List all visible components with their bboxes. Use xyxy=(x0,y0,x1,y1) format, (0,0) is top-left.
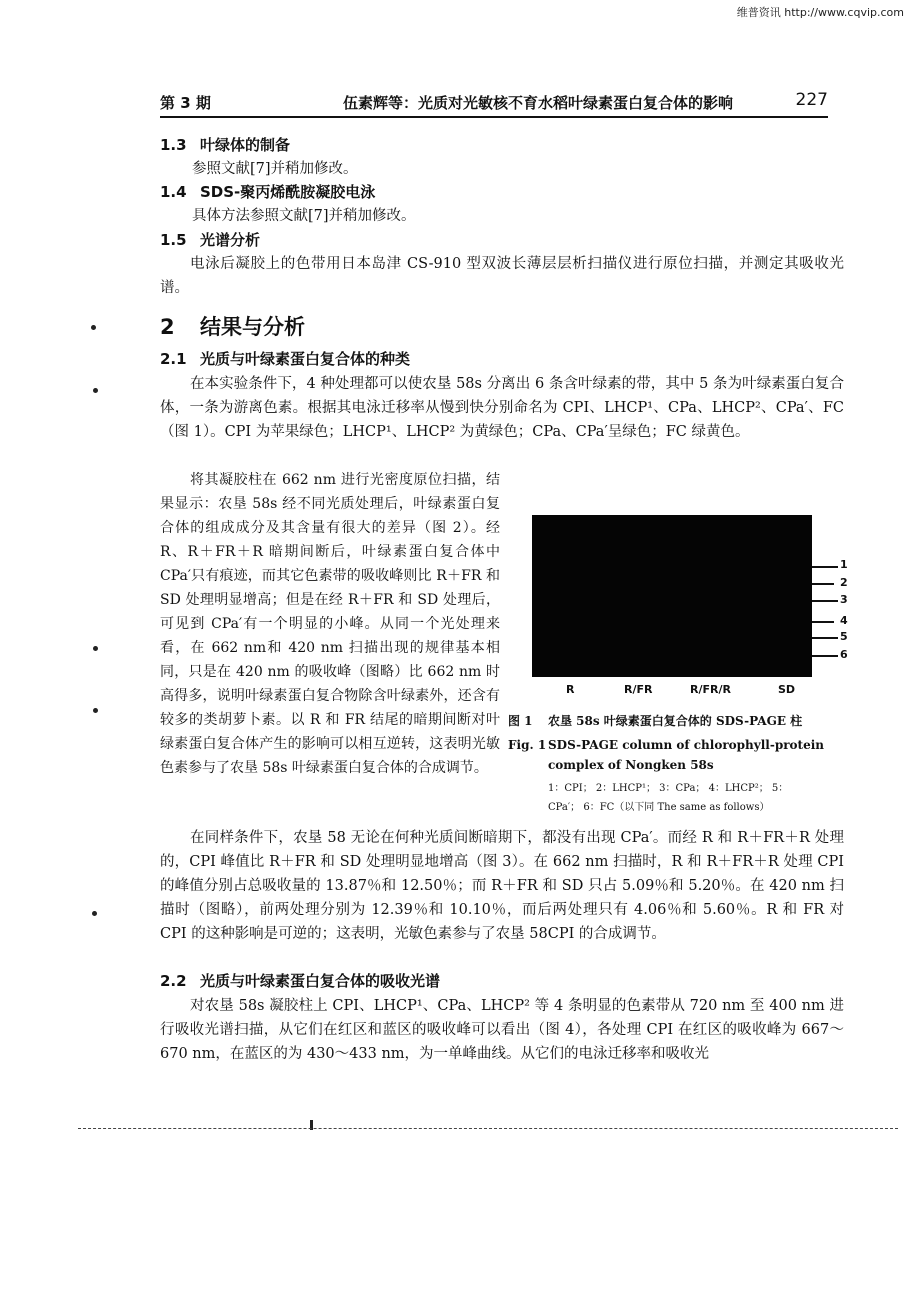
caption-text: 农垦 58s 叶绿素蛋白复合体的 SDS-PAGE 柱 xyxy=(548,714,803,728)
running-header xyxy=(160,90,828,118)
band-number: 1 xyxy=(840,558,848,571)
margin-dot xyxy=(93,708,98,713)
section-title: SDS-聚丙烯酰胺凝胶电泳 xyxy=(200,183,376,201)
section-number: 2 xyxy=(160,315,175,339)
lane-label: SD xyxy=(778,683,796,696)
section-1-3-text: 参照文献[7]并稍加修改。 xyxy=(192,161,358,177)
section-title: 结果与分析 xyxy=(200,315,305,339)
lane-label: R xyxy=(566,683,575,696)
band-marker-line xyxy=(812,621,834,623)
section-2-2-paragraph-1: 对农垦 58s 凝胶柱上 CPI、LHCP¹、CPa、LHCP² 等 4 条明显的色素带从 720 nm 至 400 nm 进行吸收光谱扫描，从它们在红区和蓝区的吸收峰可以看出（图 4），各处理 CPI 在红区的吸收峰为 667～670 nm，在蓝区的为 430～433 nm，为一单峰曲线。从它们的电泳迁移率和吸收光 xyxy=(160,998,844,1062)
page-number: 227 xyxy=(795,90,828,110)
figure-caption-cn xyxy=(508,712,802,731)
band-marker-line xyxy=(812,637,838,639)
band-marker-line xyxy=(812,655,838,657)
running-title: 伍素辉等：光质对光敏核不育水稻叶绿素蛋白复合体的影响 xyxy=(343,94,734,112)
figure-legend-line-1: 1：CPI； 2：LHCP¹； 3：CPa； 4：LHCP²； 5： xyxy=(548,783,789,794)
margin-dot xyxy=(93,646,98,651)
band-number: 3 xyxy=(840,593,848,606)
section-2-1-paragraph-2: 将其凝胶柱在 662 nm 进行光密度原位扫描，结果显示：农垦 58s 经不同光质处理后，叶绿素蛋白复合体的组成成分及其含量有很大的差异（图 2）。经 R、R＋FR＋R 暗期间断后，叶绿素蛋白复合体中 CPa′只有痕迹，而其它色素带的吸收峰则比 R＋FR 和 SD 处理明显增高；但是在经 R＋FR 和 SD 处理后，可见到 CPa′有一个明显的小峰。从同一个光处理来看，在 662 nm和 420 nm 扫描出现的规律基本相同，只是在 420 nm 的吸收峰（图略）比 662 nm 时高得多，说明叶绿素蛋白复合物除含叶绿素外，还含有较多的类胡萝卜素。以 R 和 FR 结尾的暗期间断对叶绿素蛋白复合体产生的影响可以相互逆转，这表明光敏色素参与了农垦 58s 叶绿素蛋白复合体的合成调节。 xyxy=(160,472,500,776)
section-title: 光质与叶绿素蛋白复合体的种类 xyxy=(200,350,411,368)
lane-label: R/FR/R xyxy=(690,683,731,696)
band-number: 4 xyxy=(840,614,848,627)
figure-legend-line-2: CPa′； 6：FC（以下同 The same as follows） xyxy=(548,802,770,813)
figure-caption-en-line-2: complex of Nongken 58s xyxy=(548,758,714,772)
issue-label: 第 3 期 xyxy=(160,94,211,112)
margin-dot xyxy=(93,388,98,393)
band-marker-line xyxy=(812,600,838,602)
section-1-5-text: 电泳后凝胶上的色带用日本岛津 CS-910 型双波长薄层层析扫描仪进行原位扫描，并测定其吸收光谱。 xyxy=(160,256,844,296)
figure-tag: 图 1 xyxy=(508,714,533,728)
section-heading-2-2 xyxy=(160,970,440,991)
band-number: 2 xyxy=(840,576,848,589)
lane-label: R/FR xyxy=(624,683,653,696)
section-2-1-paragraph-1: 在本实验条件下，4 种处理都可以使农垦 58s 分离出 6 条含叶绿素的带，其中 5 条为叶绿素蛋白复合体，一条为游离色素。根据其电泳迁移率从慢到快分别命名为 CPI、LHCP¹、CPa、LHCP²、CPa′、FC（图 1）。CPI 为苹果绿色；LHCP¹、LHCP² 为黄绿色；CPa、CPa′呈绿色；FC 绿黄色。 xyxy=(160,376,844,440)
band-marker-line xyxy=(812,583,834,585)
section-number: 1.4 xyxy=(160,183,187,201)
sds-page-gel-image xyxy=(532,515,812,677)
footer-rule xyxy=(78,1128,898,1130)
watermark-text: 维普资讯 http://www.cqvip.com xyxy=(736,6,904,19)
section-heading-1-3 xyxy=(160,134,290,155)
section-title: 叶绿体的制备 xyxy=(200,136,291,154)
section-heading-1-4 xyxy=(160,181,375,202)
section-2-1-paragraph-3: 在同样条件下，农垦 58 无论在何种光质间断暗期下，都没有出现 CPa′。而经 R 和 R＋FR＋R 处理的，CPI 峰值比 R＋FR 和 SD 处理明显地增高（图 3）。在 662 nm 扫描时，R 和 R＋FR＋R 处理 CPI 的峰值分别占总吸收量的 13.87％和 12.50％；而 R＋FR 和 SD 只占 5.09％和 5.20％。在 420 nm 扫描时（图略），前两处理分别为 12.39％和 10.10％，而后两处理只有 4.06％和 5.60％。R 和 FR 对 CPI 的这种影响是可逆的；这表明，光敏色素参与了农垦 58CPI 的合成调节。 xyxy=(160,830,844,942)
section-title: 光谱分析 xyxy=(200,231,261,249)
band-marker-line xyxy=(812,566,838,568)
figure-caption-en xyxy=(508,736,824,755)
band-number: 5 xyxy=(840,630,848,643)
section-heading-2-1 xyxy=(160,348,410,369)
section-number: 2.2 xyxy=(160,972,187,990)
section-heading-2 xyxy=(160,311,305,341)
section-heading-1-5 xyxy=(160,229,260,250)
section-title: 光质与叶绿素蛋白复合体的吸收光谱 xyxy=(200,972,441,990)
section-number: 2.1 xyxy=(160,350,187,368)
band-number: 6 xyxy=(840,648,848,661)
section-number: 1.3 xyxy=(160,136,187,154)
margin-dot xyxy=(91,325,96,330)
figure-tag: Fig. 1 xyxy=(508,738,547,752)
margin-dot xyxy=(92,911,97,916)
caption-text: SDS-PAGE column of chlorophyll-protein xyxy=(548,738,825,752)
section-1-4-text: 具体方法参照文献[7]并稍加修改。 xyxy=(192,208,416,224)
section-number: 1.5 xyxy=(160,231,187,249)
